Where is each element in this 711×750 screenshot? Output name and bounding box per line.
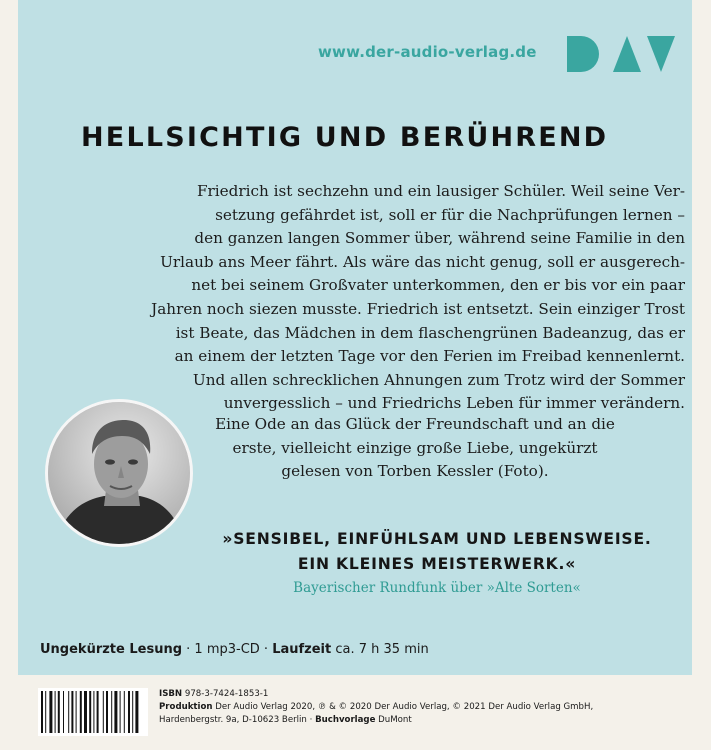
synopsis-line: Urlaub ans Meer fährt. Als wäre das nicht genug, soll er ausgerech- [160, 252, 685, 271]
barcode-bar [103, 691, 104, 733]
legal-credits [159, 688, 593, 727]
address-line [159, 714, 593, 727]
barcode-bar [55, 691, 56, 733]
runtime-label: Laufzeit [272, 642, 332, 657]
narrator-photo [45, 399, 193, 547]
barcode-bar [97, 691, 99, 733]
production-line [159, 701, 593, 714]
synopsis-line: Und allen schrecklichen Ahnungen zum Trotz wird der Sommer [192, 370, 685, 389]
isbn-line [159, 688, 593, 701]
book-source-value: DuMont [375, 715, 412, 725]
synopsis [67, 180, 685, 416]
barcode-bar [45, 691, 46, 733]
synopsis-line: an einem der letzten Tage vor den Ferien im Freibad kennenlernt. [174, 347, 685, 366]
website-link[interactable]: www.der-audio-verlag.de [318, 43, 537, 61]
barcode-bar [41, 691, 43, 733]
synopsis-line: unvergesslich – und Friedrichs Leben für immer verändern. [223, 394, 685, 413]
ode-line: Eine Ode an das Glück der Freundschaft und an die [215, 415, 615, 433]
barcode-bar [135, 691, 138, 733]
barcode-bar [68, 691, 69, 733]
headline: HELLSICHTIG UND BERÜHREND [81, 122, 609, 153]
quote-source: Bayerischer Rundfunk über »Alte Sorten« [293, 580, 581, 596]
barcode-bar [93, 691, 94, 733]
book-source-label: Buchvorlage [315, 715, 376, 725]
barcode-bar [63, 691, 64, 733]
press-quote [210, 527, 664, 577]
barcode-bar [89, 691, 91, 733]
isbn-value: 978-3-7424-1853-1 [182, 689, 269, 699]
barcode-bar [58, 691, 60, 733]
barcode-bar [106, 691, 108, 733]
barcode-bar [114, 691, 117, 733]
barcode-bar [128, 691, 130, 733]
production-value: Der Audio Verlag 2020, ℗ & © 2020 Der Audio Verlag, © 2021 Der Audio Verlag GmbH, [212, 702, 594, 712]
synopsis-line: den ganzen langen Sommer über, während seine Familie in den [194, 229, 685, 248]
barcode-bar [80, 691, 82, 733]
isbn-label: ISBN [159, 689, 183, 699]
production-label: Produktion [159, 702, 213, 712]
barcode-bar [124, 691, 125, 733]
ode-line: erste, vielleicht einzige große Liebe, ungekürzt [232, 438, 598, 457]
barcode-bar [71, 691, 73, 733]
synopsis-line: Friedrich ist sechzehn und ein lausiger Schüler. Weil seine Ver- [197, 182, 685, 200]
ode-line: gelesen von Torben Kessler (Foto). [281, 462, 549, 481]
quote-line: EIN KLEINES MEISTERWERK.« [297, 555, 577, 573]
barcode-bar [111, 691, 112, 733]
format-separator: · 1 mp3-CD · [182, 642, 273, 657]
product-details [40, 642, 429, 657]
synopsis-line: net bei seinem Großvater unterkommen, den er bis vor ein paar [191, 276, 685, 295]
barcode [38, 688, 148, 736]
runtime-value: ca. 7 h 35 min [331, 642, 429, 657]
dav-logo [565, 34, 677, 74]
format-label: Ungekürzte Lesung [40, 642, 183, 657]
address: Hardenbergstr. 9a, D-10623 Berlin · [159, 715, 316, 725]
barcode-bar [132, 691, 133, 733]
barcode-bar [49, 691, 52, 733]
synopsis-line: Jahren noch siezen musste. Friedrich ist entsetzt. Sein einziger Trost [151, 299, 685, 318]
synopsis-line: ist Beate, das Mädchen in dem flaschengrünen Badeanzug, das er [175, 323, 685, 342]
barcode-bar [76, 691, 77, 733]
barcode-bar [84, 691, 87, 733]
quote-line: »SENSIBEL, EINFÜHLSAM UND LEBENSWEISE. [222, 530, 652, 548]
barcode-bar [120, 691, 121, 733]
synopsis-line: setzung gefährdet ist, soll er für die Nachprüfungen lernen – [215, 205, 685, 224]
ode-text [205, 413, 625, 484]
